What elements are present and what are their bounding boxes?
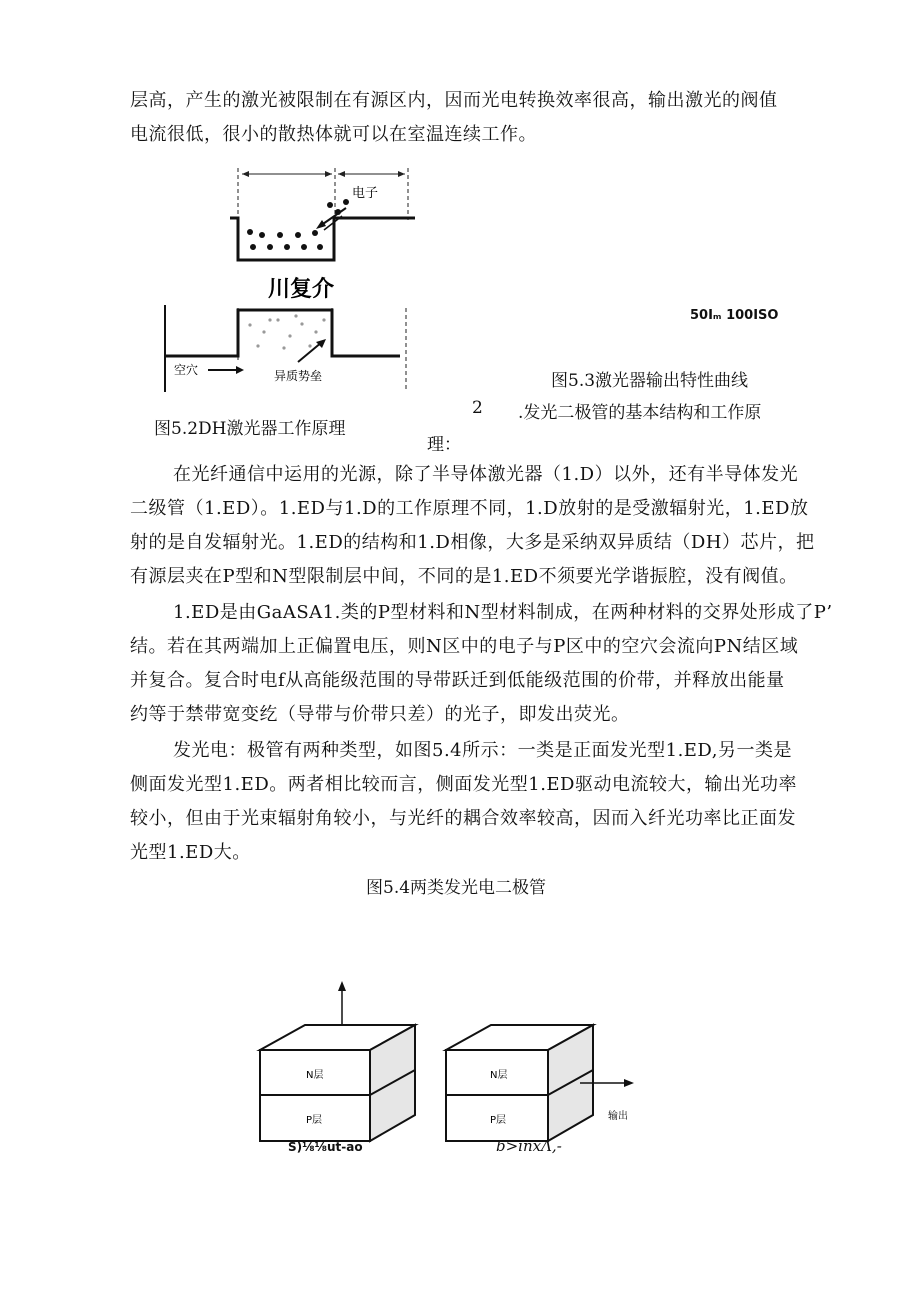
dh-laser-diagram bbox=[150, 160, 420, 400]
para1-line: 二级管（1.ED）。1.ED与1.D的工作原理不同，1.D放射的是受激辐射光，1.ED放 bbox=[130, 498, 809, 519]
section-title-continued: 理： bbox=[427, 435, 461, 455]
para3-line: 侧面发光型1.ED。两者相比较而言，侧面发光型1.ED驱动电流较大，输出光功率 bbox=[130, 774, 797, 795]
fig52-big-label: 川复介 bbox=[268, 277, 335, 302]
valence-band-edge bbox=[165, 310, 400, 356]
para1-line: 在光纤通信中运用的光源，除了半导体激光器（1.D）以外，还有半导体发光 bbox=[173, 464, 799, 485]
electron-well-diagram bbox=[230, 168, 415, 260]
para1-line: 射的是自发辐射光。1.ED的结构和1.D相像，大多是采纳双异质结（DH）芯片，把 bbox=[130, 532, 815, 553]
fig54-label-a: S)⅛⅛ut-ao bbox=[288, 1140, 363, 1154]
para3-line: 光型1.ED大。 bbox=[130, 842, 251, 863]
electron-label: 电子 bbox=[352, 186, 379, 201]
section-number: 2 bbox=[472, 398, 483, 418]
fig52-caption: 图5.2DH激光器工作原理 bbox=[154, 419, 346, 439]
intro-line-1: 层高，产生的激光被限制在有源区内，因而光电转换效率很高，输出激光的阀值 bbox=[130, 90, 778, 111]
electrons-in-well bbox=[247, 229, 323, 250]
barrier-label: 异质势垒 bbox=[274, 369, 323, 383]
para3-line: 较小，但由于光束辐射角较小，与光纤的耦合效率较高，因而入纤光功率比正面发 bbox=[130, 808, 796, 829]
section-title: .发光二极管的基本结构和工作原 bbox=[518, 403, 762, 423]
led-types-diagram bbox=[250, 975, 670, 1165]
n-layer-label: N层 bbox=[306, 1070, 324, 1081]
fig54-caption: 图5.4两类发光电二极管 bbox=[366, 878, 547, 898]
n-layer-label: N层 bbox=[490, 1070, 508, 1081]
surface-emitting-led bbox=[260, 981, 415, 1141]
output-label: 输出 bbox=[608, 1111, 628, 1122]
para2-line: 结。若在其两端加上正偏置电压，则N区中的电子与P区中的空穴会流向PN结区域 bbox=[130, 636, 799, 657]
para1-line: 有源层夹在P型和N型限制层中间，不同的是1.ED不须要光学谐振腔，没有阀值。 bbox=[130, 566, 798, 587]
hole-label: 空穴 bbox=[174, 363, 199, 377]
para2-line: 并复合。复合时电f从高能级范围的导带跃迁到低能级范围的价带，并释放出能量 bbox=[130, 670, 785, 691]
para2-line: 约等于禁带宽变纥（导带与价带只差）的光子，即发出荧光。 bbox=[130, 704, 630, 725]
intro-line-2: 电流很低，很小的散热体就可以在室温连续工作。 bbox=[130, 124, 537, 145]
para2-line: 1.ED是由GaASA1.类的P型材料和N型材料制成，在两种材料的交界处形成了P’ bbox=[173, 602, 833, 623]
fig53-caption: 图5.3激光器输出特性曲线 bbox=[551, 371, 749, 391]
holes-scatter bbox=[248, 314, 325, 349]
fig53-axis-text: 50Iₘ 100ISO bbox=[690, 308, 779, 323]
edge-emitting-led bbox=[446, 1025, 634, 1141]
hole-barrier-diagram bbox=[165, 305, 406, 392]
p-layer-label: P层 bbox=[306, 1115, 323, 1126]
para3-line: 发光电：极管有两种类型，如图5.4所示：一类是正面发光型1.ED,另一类是 bbox=[173, 740, 792, 761]
fig54-label-b: b>inxΛ,- bbox=[496, 1137, 562, 1155]
p-layer-label: P层 bbox=[490, 1115, 507, 1126]
